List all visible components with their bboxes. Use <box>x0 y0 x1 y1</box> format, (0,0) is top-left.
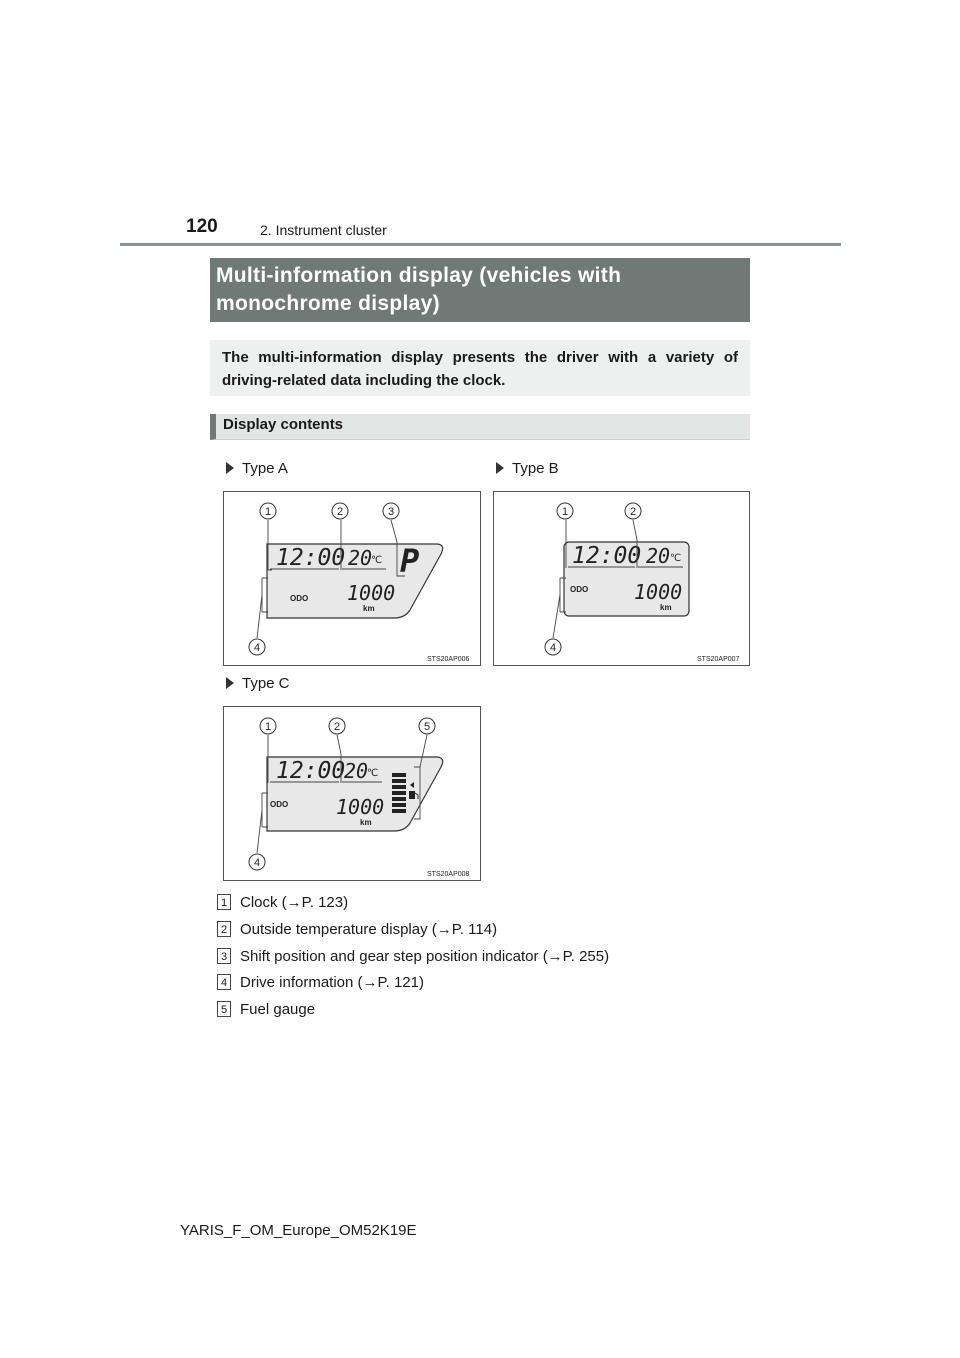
fuel-gauge-bars <box>392 773 406 813</box>
odo-label: ODO <box>570 585 589 594</box>
clock-readout: 12:00 <box>572 543 642 569</box>
header-divider <box>120 243 841 246</box>
temp-unit: ℃ <box>670 553 682 564</box>
callout-2: 2 <box>336 506 344 518</box>
subheading: Display contents <box>210 414 750 440</box>
callout-2: 2 <box>333 721 341 733</box>
legend-number: 4 <box>217 974 231 990</box>
temp-unit: ℃ <box>371 555 383 566</box>
temp-unit: ℃ <box>367 768 379 779</box>
legend-number: 3 <box>217 948 231 964</box>
shift-indicator: P <box>400 542 420 580</box>
legend-number: 2 <box>217 921 231 937</box>
legend-text: Shift position and gear step position indicator (→P. 255) <box>240 948 610 965</box>
legend-number: 5 <box>217 1001 231 1017</box>
page-number: 120 <box>186 216 218 237</box>
callout-1: 1 <box>264 721 272 733</box>
legend-text: Clock (→P. 123) <box>240 894 349 911</box>
figure-code: STS20AP007 <box>697 656 740 663</box>
clock-readout: 12:00 <box>276 758 346 784</box>
callout-4: 4 <box>549 642 557 654</box>
legend-number: 1 <box>217 894 231 910</box>
type-c-label <box>226 675 290 692</box>
odometer-readout: 1000 <box>347 581 396 605</box>
figure-type-c <box>223 706 481 881</box>
triangle-bullet-icon <box>496 462 504 474</box>
distance-unit: km <box>660 603 672 612</box>
figure-type-a <box>223 491 481 666</box>
odometer-readout: 1000 <box>336 795 385 819</box>
triangle-bullet-icon <box>226 462 234 474</box>
odo-label: ODO <box>270 800 289 809</box>
intro-text: The multi-information display presents the driver with a variety of driving-related data including the clock. <box>210 340 750 396</box>
legend-text: Outside temperature display (→P. 114) <box>240 921 498 938</box>
triangle-bullet-icon <box>226 677 234 689</box>
figure-code: STS20AP008 <box>427 871 470 878</box>
distance-unit: km <box>363 604 375 613</box>
figure-code: STS20AP006 <box>427 656 470 663</box>
page-title <box>210 258 750 322</box>
temp-readout: 20 <box>348 546 373 570</box>
callout-5: 5 <box>423 721 431 733</box>
callout-1: 1 <box>561 506 569 518</box>
distance-unit: km <box>360 818 372 827</box>
legend-text: Drive information (→P. 121) <box>240 974 424 991</box>
figure-type-b <box>493 491 750 666</box>
type-a-text: Type A <box>242 460 288 477</box>
legend-item-fuel-gauge <box>217 1001 315 1018</box>
odo-label: ODO <box>290 594 309 603</box>
temp-readout: 20 <box>344 759 369 783</box>
legend-item-drive-information <box>217 974 424 991</box>
type-a-label <box>226 460 288 477</box>
page-title-line-1: Multi-information display (vehicles with <box>216 264 622 287</box>
type-b-text: Type B <box>512 460 559 477</box>
type-c-text: Type C <box>242 675 290 692</box>
callout-1: 1 <box>264 506 272 518</box>
callout-4: 4 <box>253 857 261 869</box>
callout-2: 2 <box>629 506 637 518</box>
legend-item-clock <box>217 894 348 911</box>
footer-document-code: YARIS_F_OM_Europe_OM52K19E <box>180 1222 417 1239</box>
legend-text: Fuel gauge <box>240 1001 316 1018</box>
legend-item-shift-position <box>217 948 609 965</box>
section-title: 2. Instrument cluster <box>260 222 387 238</box>
type-b-label <box>496 460 559 477</box>
clock-readout: 12:00 <box>276 545 346 571</box>
callout-4: 4 <box>253 642 261 654</box>
legend-item-outside-temperature <box>217 921 497 938</box>
temp-readout: 20 <box>646 544 671 568</box>
callout-3: 3 <box>387 506 395 518</box>
page-title-line-2: monochrome display) <box>216 292 440 315</box>
odometer-readout: 1000 <box>634 580 683 604</box>
